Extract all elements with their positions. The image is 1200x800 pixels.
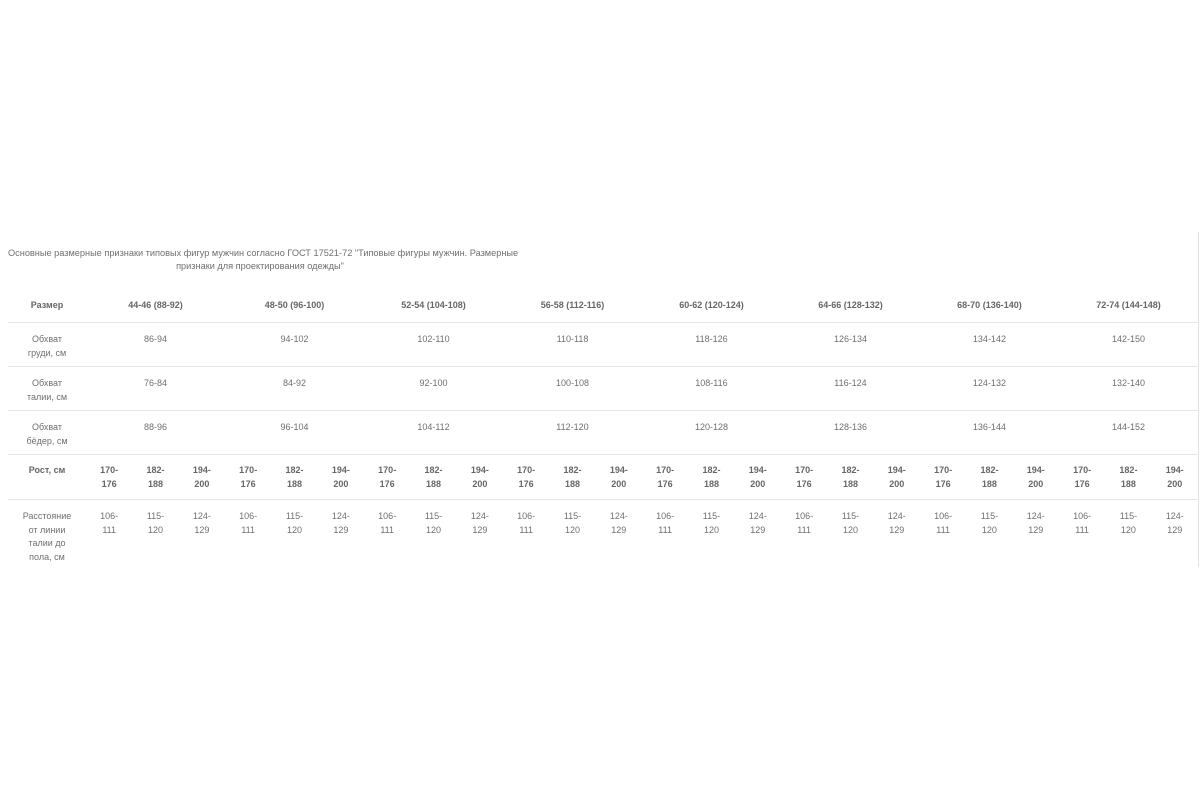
distance-value-line: 124- [609, 511, 628, 521]
height-value [1013, 455, 1059, 500]
height-value [503, 455, 549, 500]
distance-value [503, 500, 549, 566]
height-value-line: 170- [239, 465, 258, 475]
distance-value [271, 500, 317, 566]
height-value-line: 182- [563, 465, 582, 475]
height-value [410, 455, 456, 500]
height-value [1105, 455, 1151, 500]
distance-value-line: 129 [750, 524, 766, 535]
distance-value-line: 106- [1073, 511, 1092, 521]
height-value-line: 194- [609, 465, 628, 475]
distance-value-line: 120 [703, 524, 719, 535]
height-value-line: 188 [1120, 478, 1136, 489]
height-value-line: 182- [702, 465, 721, 475]
distance-value-line: 111 [380, 524, 395, 535]
height-value-line: 176 [935, 478, 951, 489]
size-header: 72-74 (144-148) [1059, 290, 1198, 323]
distance-value [132, 500, 178, 566]
distance-value-line: 111 [658, 524, 672, 535]
distance-value [179, 500, 225, 566]
height-value-line: 200 [889, 478, 905, 489]
table-row [8, 411, 1198, 455]
height-value-line: 176 [657, 478, 673, 489]
height-value [179, 455, 225, 500]
distance-value-line: 106- [795, 511, 814, 521]
distance-value-line: 115- [424, 511, 443, 521]
height-value-line: 182- [841, 465, 860, 475]
distance-value-line: 115- [1119, 511, 1138, 521]
distance-value-line: 129 [472, 524, 488, 535]
distance-value-line: 129 [194, 524, 210, 535]
height-value-line: 170- [517, 465, 536, 475]
distance-value-line: 124- [470, 511, 489, 521]
distance-value-line: 129 [1028, 524, 1044, 535]
height-value-line: 194- [331, 465, 350, 475]
height-value-line: 200 [1167, 478, 1183, 489]
distance-value-line: 115- [146, 511, 165, 521]
distance-row [8, 500, 1198, 566]
height-value-line: 200 [1028, 478, 1044, 489]
height-value [827, 455, 873, 500]
measurement-label [8, 323, 86, 367]
height-value [318, 455, 364, 500]
size-header: 60-62 (120-124) [642, 290, 781, 323]
distance-value [781, 500, 827, 566]
height-value [966, 455, 1012, 500]
distance-value-line: 111 [519, 524, 533, 535]
measurement-value: 112-120 [503, 411, 642, 455]
measurement-value: 110-118 [503, 323, 642, 367]
distance-value [364, 500, 410, 566]
height-value-line: 182- [285, 465, 304, 475]
measurement-value: 144-152 [1059, 411, 1198, 455]
size-header-row [8, 290, 1198, 323]
measurement-value: 84-92 [225, 367, 364, 411]
height-value-line: 176 [240, 478, 256, 489]
height-value [271, 455, 317, 500]
distance-value [735, 500, 781, 566]
distance-value [1152, 500, 1198, 566]
height-value-line: 182- [1119, 465, 1138, 475]
distance-label-line: Расстояние [22, 511, 72, 521]
distance-value-line: 120 [842, 524, 858, 535]
measurement-value: 136-144 [920, 411, 1059, 455]
measurement-value: 142-150 [1059, 323, 1198, 367]
height-value-line: 182- [980, 465, 999, 475]
measurement-value: 102-110 [364, 323, 503, 367]
height-value [86, 455, 132, 500]
height-value [549, 455, 595, 500]
height-value-line: 176 [101, 478, 117, 489]
height-value-line: 194- [887, 465, 906, 475]
height-value-line: 194- [1165, 465, 1184, 475]
measurement-value: 126-134 [781, 323, 920, 367]
measurement-label-line: Обхват [32, 334, 62, 344]
height-value [688, 455, 734, 500]
caption-line-2: признаки для проектирования одежды" [176, 261, 344, 271]
measurement-value: 104-112 [364, 411, 503, 455]
height-value-line: 200 [194, 478, 210, 489]
height-value [457, 455, 503, 500]
measurement-value: 116-124 [781, 367, 920, 411]
distance-value-line: 111 [102, 524, 116, 535]
distance-value [1059, 500, 1105, 566]
distance-value-line: 106- [239, 511, 258, 521]
distance-value [920, 500, 966, 566]
height-value-line: 176 [796, 478, 812, 489]
distance-value-line: 115- [702, 511, 721, 521]
height-value [1059, 455, 1105, 500]
height-value-line: 188 [564, 478, 580, 489]
height-value-line: 176 [1074, 478, 1090, 489]
height-value [781, 455, 827, 500]
distance-value-line: 120 [564, 524, 580, 535]
size-table [8, 290, 1198, 566]
height-value-line: 194- [1026, 465, 1045, 475]
measurement-value: 100-108 [503, 367, 642, 411]
height-value-line: 200 [750, 478, 766, 489]
distance-value-line: 129 [333, 524, 349, 535]
measurement-value: 124-132 [920, 367, 1059, 411]
height-value-line: 188 [981, 478, 997, 489]
measurement-label [8, 367, 86, 411]
height-value [364, 455, 410, 500]
size-header: 44-46 (88-92) [86, 290, 225, 323]
height-value-line: 188 [703, 478, 719, 489]
measurement-value: 120-128 [642, 411, 781, 455]
height-value-line: 170- [100, 465, 119, 475]
measurement-value: 118-126 [642, 323, 781, 367]
size-header: 48-50 (96-100) [225, 290, 364, 323]
height-value-line: 194- [470, 465, 489, 475]
distance-value-line: 120 [286, 524, 303, 535]
height-value-line: 176 [379, 478, 395, 489]
distance-value-line: 111 [797, 524, 811, 535]
distance-value [549, 500, 595, 566]
height-value [920, 455, 966, 500]
size-label: Размер [8, 290, 86, 323]
distance-value-line: 129 [889, 524, 905, 535]
height-value-line: 194- [192, 465, 211, 475]
measurement-value: 94-102 [225, 323, 364, 367]
table-row [8, 367, 1198, 411]
distance-value-line: 120 [1120, 524, 1136, 535]
height-value-line: 200 [472, 478, 488, 489]
distance-value-line: 106- [934, 511, 953, 521]
distance-value [874, 500, 920, 566]
height-row [8, 455, 1198, 500]
distance-value-line: 124- [331, 511, 350, 521]
height-value [642, 455, 688, 500]
distance-value [1013, 500, 1059, 566]
caption-line-1: Основные размерные признаки типовых фигур мужчин согласно ГОСТ 17521-72 "Типовые фигуры мужчин. Размерные [8, 248, 519, 258]
height-value [1152, 455, 1198, 500]
distance-label-line: талии до [28, 538, 66, 548]
distance-value [1105, 500, 1151, 566]
distance-value-line: 106- [656, 511, 675, 521]
height-value-line: 194- [748, 465, 767, 475]
measurement-value: 132-140 [1059, 367, 1198, 411]
table-caption [0, 247, 520, 273]
distance-value-line: 115- [980, 511, 999, 521]
distance-label-line: от линии [28, 524, 66, 535]
measurement-label-line: талии, см [26, 391, 68, 402]
measurement-value: 108-116 [642, 367, 781, 411]
measurement-label-line: Обхват [32, 378, 62, 388]
height-value-line: 182- [424, 465, 443, 475]
size-header: 52-54 (104-108) [364, 290, 503, 323]
distance-value-line: 106- [378, 511, 397, 521]
distance-value-line: 129 [1167, 524, 1183, 535]
measurement-label-line: бёдер, см [26, 435, 68, 446]
distance-value-line: 120 [425, 524, 442, 535]
distance-value [225, 500, 271, 566]
distance-value-line: 106- [100, 511, 119, 521]
distance-value-line: 115- [285, 511, 304, 521]
height-value-line: 188 [842, 478, 858, 489]
distance-value-line: 115- [841, 511, 860, 521]
distance-value [642, 500, 688, 566]
height-value-line: 182- [146, 465, 165, 475]
measurement-value: 86-94 [86, 323, 225, 367]
distance-value [966, 500, 1012, 566]
height-value [874, 455, 920, 500]
distance-label-line: пола, см [29, 551, 65, 562]
distance-value-line: 111 [1075, 524, 1089, 535]
height-value [225, 455, 271, 500]
height-value-line: 188 [147, 478, 163, 489]
height-value [735, 455, 781, 500]
distance-value-line: 129 [611, 524, 627, 535]
table-row [8, 323, 1198, 367]
distance-value-line: 106- [517, 511, 536, 521]
distance-value-line: 124- [748, 511, 767, 521]
height-value-line: 176 [518, 478, 534, 489]
measurement-label-line: Обхват [32, 422, 62, 432]
height-value-line: 170- [378, 465, 397, 475]
distance-value-line: 124- [887, 511, 906, 521]
height-value-line: 170- [934, 465, 953, 475]
height-value-line: 170- [795, 465, 814, 475]
distance-value [688, 500, 734, 566]
distance-value [827, 500, 873, 566]
distance-value-line: 115- [563, 511, 582, 521]
measurement-value: 96-104 [225, 411, 364, 455]
distance-value-line: 124- [192, 511, 211, 521]
distance-value [318, 500, 364, 566]
distance-value-line: 120 [147, 524, 163, 535]
height-value-line: 188 [425, 478, 442, 489]
measurement-value: 128-136 [781, 411, 920, 455]
measurement-label-line: груди, см [27, 347, 67, 358]
measurement-value: 76-84 [86, 367, 225, 411]
measurement-value: 134-142 [920, 323, 1059, 367]
height-value-line: 170- [656, 465, 675, 475]
height-value [596, 455, 642, 500]
measurement-label [8, 411, 86, 455]
size-header: 56-58 (112-116) [503, 290, 642, 323]
size-header: 68-70 (136-140) [920, 290, 1059, 323]
distance-value [410, 500, 456, 566]
distance-value-line: 124- [1026, 511, 1045, 521]
distance-value-line: 120 [981, 524, 997, 535]
distance-value [457, 500, 503, 566]
distance-value-line: 111 [241, 524, 256, 535]
height-value-line: 170- [1073, 465, 1092, 475]
size-header: 64-66 (128-132) [781, 290, 920, 323]
height-label: Рост, см [8, 455, 86, 500]
height-value-line: 200 [333, 478, 349, 489]
height-value-line: 200 [611, 478, 627, 489]
height-value [132, 455, 178, 500]
distance-value-line: 111 [936, 524, 950, 535]
measurement-value: 92-100 [364, 367, 503, 411]
measurement-value: 88-96 [86, 411, 225, 455]
distance-label [8, 500, 86, 566]
distance-value [596, 500, 642, 566]
distance-value [86, 500, 132, 566]
distance-value-line: 124- [1165, 511, 1184, 521]
table-right-border [1198, 232, 1199, 567]
height-value-line: 188 [286, 478, 303, 489]
